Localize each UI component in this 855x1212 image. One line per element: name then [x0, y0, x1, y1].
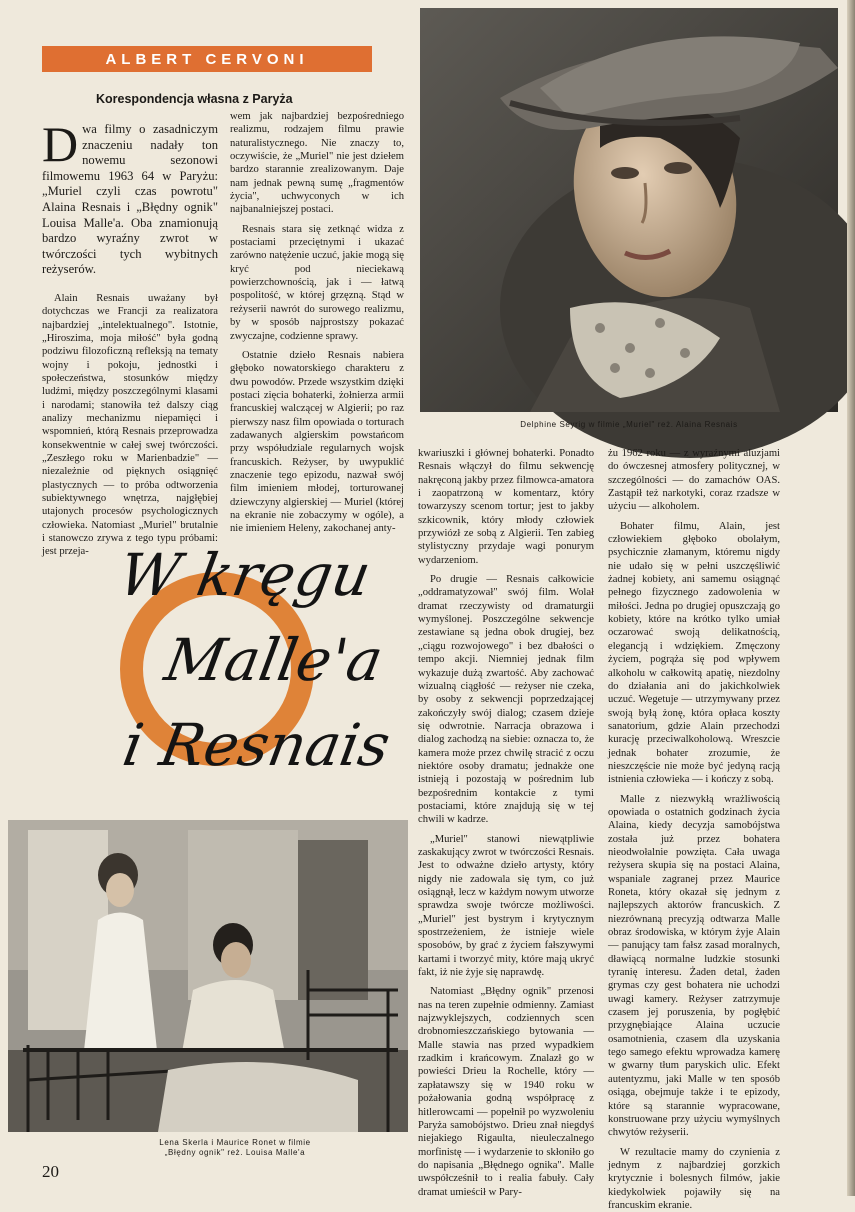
article-column-4: [608, 447, 780, 1211]
article-column-3: [418, 447, 594, 1198]
author-name: ALBERT CERVONI: [105, 50, 309, 68]
author-banner: [42, 46, 372, 72]
intro-paragraph: [42, 116, 218, 278]
still-caption-line-1: Lena Skerla i Maurice Ronet w filmie: [159, 1138, 311, 1147]
drop-cap: D: [42, 116, 79, 172]
title-line-2: Malle'a: [160, 626, 388, 694]
still-caption: [120, 1138, 350, 1158]
portrait-caption: Delphine Seyrig w filmie „Muriel" reż. Alaina Resnais: [520, 420, 738, 429]
body-paragraph: Bohater filmu, Alain, jest człowiekiem głęboko obolałym, psychicznie złamanym, któremu nigdy nie udało się w pełni uszczęśliwić żadnej kobiety, ani samemu osiągnąć pełnego fizycznego zadowolenia w miłości. Jedna po drugiej opuszczają go kobiety, które na krótko tylko umiał oczarować swoją delikatnością, elegancją i wdziękiem. Zmęczony życiem, pogrąża się pod wpływem alkoholu w całkowitą apatię, niezdolny do działania ani do jakichkolwiek uczuć. Wegetuje — utrzymywany przez swoją byłą żonę, która opłaca koszty sanatorium, gdzie Alain przechodzi kurację przeciwalkoholową. Wreszcie jednak bohater zrozumie, że nieszczęście nie może być jedyną racją istnienia człowieka — i kończy z sobą.: [608, 520, 780, 786]
article-column-1: [42, 116, 218, 558]
body-paragraph: Malle z niezwykłą wrażliwością opowiada o ostatnich godzinach życia Alaina, kiedy decyzja samobójstwa została już przez bohatera nieodwołalnie powzięta. Cała uwaga reżysera skupia się na postaci Alaina, wspaniale zagranej przez Maurice Roneta, który okazał się jednym z najlepszych aktorów francuskich. Z niezrównaną precyzją odtwarza Malle obraz środowiska, w którym żyje Alain — panujący tam fałsz zasad moralnych, dławiącą normalne ludzkie stosunki tyranię interesu. Żaden detal, żaden grymas czy gest bohatera nie uchodzi uwagi kamery. Reżyser zatrzymuje czasem jej poruszenia, by pogłębić przygnębiające Alaina uczucie osamotnienia, czasem dla uzyskania tego samego efektu wprowadza kamerę w gwarny tłum paryskich ulic. Efekt autentyzmu, jaki Malle w ten sposób osiąga, obejmuje także i te epizody, które są starannie wypracowane, konstruowane przy użyciu wymyślnych chwytów reżyserii.: [608, 793, 780, 1139]
body-paragraph: wem jak najbardziej bezpośredniego realizmu, rodzajem filmu prawie naturalistycznego. Nie znaczy to, oczywiście, że „Muriel" nie jest dziełem bardzo starannie zrealizowanym. Daje nam jednak pewną sumę „fragmentów życia", uchwyconych w ich najbanalniejszej postaci.: [230, 111, 404, 216]
body-paragraph: Resnais stara się zetknąć widza z postaciami przeciętnymi i ukazać zarówno natężenie uczuć, jakie mogą się kryć pod nieciekawą powierzchownością, jak i — łatwą pospolitość, w której grzęzną. Stąd w reżyserii nawrót do surowego realizmu, by w sposób najprostszy pokazać zwyczajne, codzienne sprawy.: [230, 223, 404, 342]
body-paragraph: kwariuszki i głównej bohaterki. Ponadto Resnais włączył do filmu sekwencję nakręconą jakby przez filmowca-amatora i zaopatrzoną w komentarz, który towarzyszy scenom tortur; jest to jakby szkicownik, który młody człowiek przywiózł ze sobą z Algierii. Ten zabieg stylistyczny przydaje wagi ponurym wydarzeniom.: [418, 448, 594, 566]
title-line-1: W kręgu: [114, 541, 376, 609]
still-caption-line-2: „Błędny ognik" reż. Louisa Malle'a: [164, 1148, 306, 1157]
page-edge: [847, 0, 855, 1196]
intro-text: wa filmy o zasadniczym znaczeniu nadały ton nowemu sezonowi filmowemu 1963 64 w Paryżu: „Muriel czyli czas powrotu" Alaina Resnais i „Błędny ognik" Louisa Malle'a. Oba znamionują bardzo wyraźny zwrot w twórczości tych wybitnych reżyserów.: [42, 122, 218, 277]
body-paragraph: Po drugie — Resnais całkowicie „oddramatyzował" swój film. Wolał dramat rzeczywisty od dramaturgii wymyślonej. Poszczególne sekwencje zestawiane są jedna obok drugiej, bez „ciągu rozwojowego" i bez dbałości o tempo akcji. Niemniej jednak film wykazuje dużą zwartość. Aby zachować wizualną ciągłość — reżyser nie czeka, by osoby z sekwencji poprzedzającej zakończyły swój dialog; czasem dzieje się odwrotnie. Narracja obrazowa i dialog zachodzą na siebie: oznacza to, że kamera może przez chwilę stracić z oczu niektóre osoby dramatu; jednakże one istnieją i pozostają w pośrednim lub bezpośrednim kontakcie z tymi postaciami, które znajdują się w tej chwili w kadrze.: [418, 574, 594, 826]
subtitle: Korespondencja własna z Paryża: [96, 92, 293, 106]
title-line-3: i Resnais: [118, 711, 395, 779]
article-column-2: [230, 110, 404, 535]
page-number: 20: [42, 1162, 59, 1181]
body-paragraph: Natomiast „Błędny ognik" przenosi nas na teren zupełnie odmienny. Zamiast najzwyklejszych, codziennych scen drobnomieszczańskiego bytowania — Malle stawia nas przed wypadkiem rzadkim i krańcowym. Znalazł go w powieści Drieu la Rochelle, który — zapłatawszy się w 1940 roku w pożałowania godną współpracę z hitlerowcami — popełnił po wyzwoleniu Paryża samobójstwo. Drieu znał niegdyś niejakiego Rigaulta, nieuleczalnego morfinistę — i wydarzenie to skłoniło go do napisania „Błędnego ognika". Malle uwspółcześnił to i realia fabuły. Cały dramat umieścił w Pary-: [418, 986, 594, 1198]
body-paragraph: Alain Resnais uważany był dotychczas we Francji za realizatora najbardziej „intelektualnego". Istotnie, „Hiroszima, moja miłość" była godną podziwu filozoficzną refleksją na tematy wojny i pokoju, jednostki i społeczeństwa, stosunków między ludźmi, między poszczególnymi klasami i narodami; stanowiła też dalszy ciąg analizy mechanizmu niepamięci i wspomnień, którą Resnais przeprowadza konsekwentnie w całej swej twórczości. „Zeszłego roku w Marienbadzie" — niezależnie od pięknych osiągnięć plastycznych — to próba odtworzenia subiektywnego wnętrza, najgłębiej utajonych procesów psychologicznych człowieka. Natomiast „Muriel" brutalnie i stanowczo zrywa z tego typu próbami: jest przeja-: [42, 292, 218, 558]
portrait-photo: [420, 8, 838, 412]
body-paragraph: Ostatnie dzieło Resnais nabiera głęboko nowatorskiego charakteru z dwu powodów. Przede wszystkim dzięki postaci zięcia bohaterki, żołnierza armii francuskiej walczącej w Algierii; po raz pierwszy nasz film opowiada o torturach zadawanych algierskim powstańcom przy współudziale regularnych wojsk francuskich. Reżyser, by uwypuklić znaczenie tego epizodu, nazwał swój film imieniem młodej, torturowanej dziewczyny algierskiej — Muriel (której na ekranie nie zobaczymy w ogóle), a nie imieniem Heleny, zakochanej anty-: [230, 349, 404, 535]
film-still-photo: [8, 820, 408, 1132]
body-paragraph: żu 1962 roku — z wyraźnymi aluzjami do ówczesnej atmosfery politycznej, w szczególności — do zamachów OAS. Zastąpił też narkotyki, coraz rzadsze w użyciu — alkoholem.: [608, 448, 780, 513]
body-paragraph: W rezultacie mamy do czynienia z jednym z najbardziej gorzkich krytycznie i bolesnych filmów, jakie kiedykolwiek pojawiły się na francuskim ekranie.: [608, 1146, 780, 1211]
body-paragraph: „Muriel" stanowi niewątpliwie zaskakujący zwrot w twórczości Resnais. Jest to odważne dzieło artysty, który nigdy nie zadowala się tym, co już osiągnął, lecz w każdym nowym utworze sprawdza swoje twórcze możliwości. „Muriel" jest bystrym i krytycznym spostrzeżeniem, że istnieje wiele sposobów, by grać z życiem fałszywymi kartami i tworzyć mity, które mają ukryć fakt, iż nie żyje się naprawdę.: [418, 833, 594, 979]
